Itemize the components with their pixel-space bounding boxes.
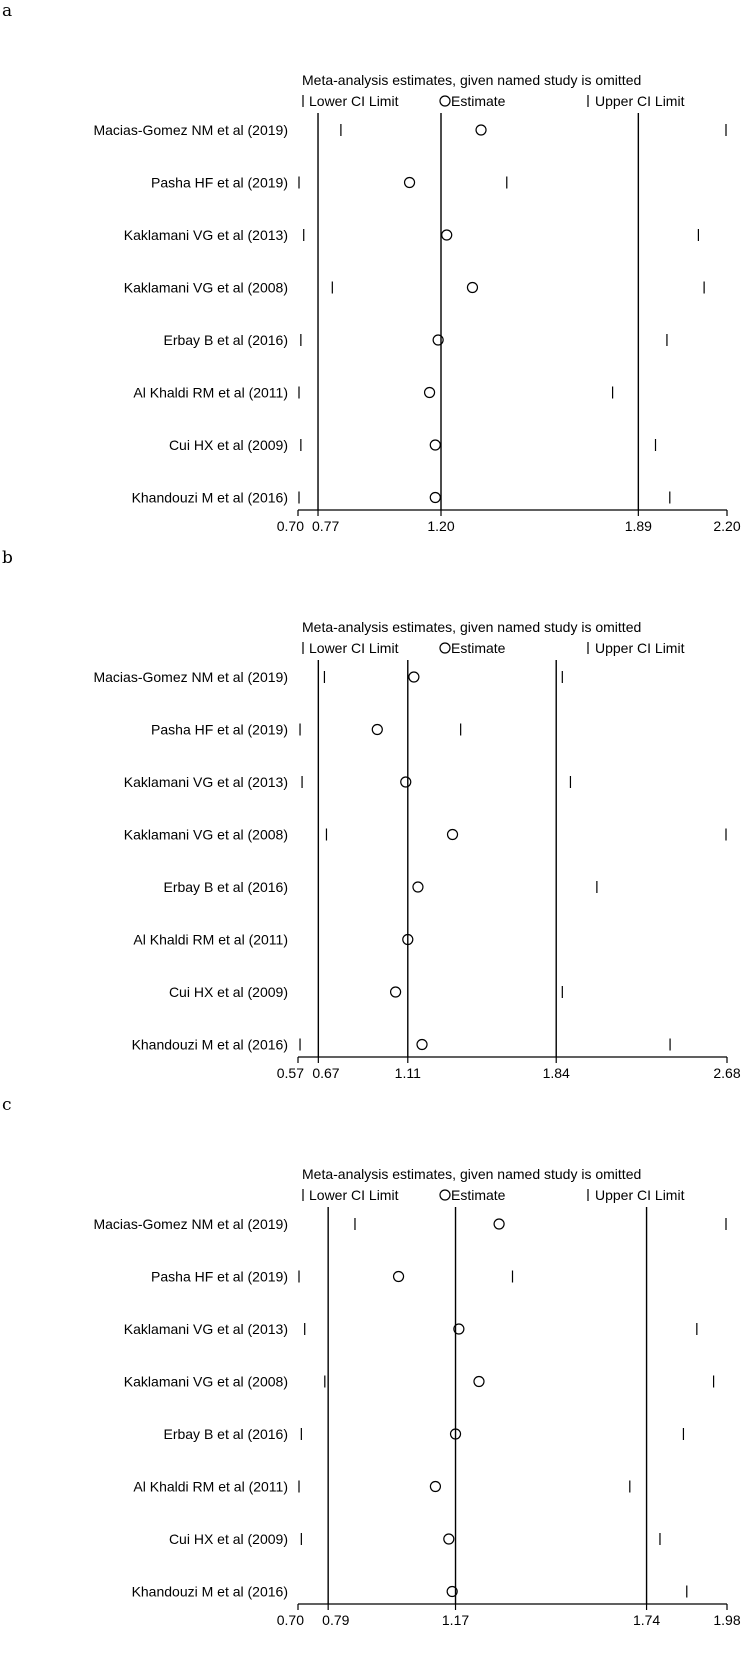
- chart-title: Meta-analysis estimates, given named study is omitted: [302, 619, 642, 635]
- legend-lower-label: Lower CI Limit: [309, 640, 399, 656]
- legend-lower-label: Lower CI Limit: [309, 93, 399, 109]
- x-tick-label-2: 1.20: [427, 518, 455, 534]
- legend-estimate-marker: [440, 1190, 450, 1200]
- estimate-point-6: [391, 987, 401, 997]
- x-tick-label-1: 0.67: [312, 1065, 340, 1081]
- study-label-1: Pasha HF et al (2019): [151, 174, 288, 191]
- study-label-1: Pasha HF et al (2019): [151, 721, 288, 738]
- x-tick-label-4: 2.68: [713, 1065, 741, 1081]
- x-tick-label-1: 0.79: [322, 1612, 350, 1628]
- legend-lower-label: Lower CI Limit: [309, 1187, 399, 1203]
- study-label-2: Kaklamani VG et al (2013): [123, 1321, 288, 1337]
- study-label-0: Macias-Gomez NM et al (2019): [93, 669, 288, 685]
- study-label-6: Cui HX et al (2009): [168, 1531, 288, 1547]
- estimate-point-1: [372, 725, 382, 735]
- study-label-7: Khandouzi M et al (2016): [131, 489, 288, 506]
- estimate-point-6: [430, 440, 440, 450]
- legend-estimate-marker: [440, 643, 450, 653]
- x-tick-label-4: 1.98: [713, 1612, 741, 1628]
- study-label-5: Al Khaldi RM et al (2011): [133, 1478, 288, 1495]
- study-label-7: Khandouzi M et al (2016): [131, 1036, 288, 1053]
- estimate-point-6: [444, 1534, 454, 1544]
- study-label-2: Kaklamani VG et al (2013): [123, 227, 288, 243]
- panel-letter: b: [2, 548, 13, 568]
- study-label-6: Cui HX et al (2009): [168, 437, 288, 453]
- estimate-point-3: [448, 830, 458, 840]
- study-label-6: Cui HX et al (2009): [168, 984, 288, 1000]
- estimate-point-4: [413, 882, 423, 892]
- x-tick-label-3: 1.89: [624, 518, 652, 534]
- study-label-4: Erbay B et al (2016): [163, 332, 288, 348]
- estimate-point-2: [401, 777, 411, 787]
- x-tick-label-0: 0.57: [276, 1065, 304, 1081]
- chart-title: Meta-analysis estimates, given named study is omitted: [302, 72, 642, 88]
- study-label-1: Pasha HF et al (2019): [151, 1268, 288, 1285]
- estimate-point-2: [442, 230, 452, 240]
- legend-upper-label: Upper CI Limit: [595, 93, 685, 109]
- panel-letter: a: [2, 1, 13, 21]
- x-tick-label-4: 2.20: [713, 518, 741, 534]
- study-label-5: Al Khaldi RM et al (2011): [133, 931, 288, 948]
- estimate-point-1: [394, 1272, 404, 1282]
- estimate-point-7: [417, 1040, 427, 1050]
- study-label-3: Kaklamani VG et al (2008): [123, 826, 288, 843]
- panel-c: [2, 1095, 741, 1628]
- study-label-0: Macias-Gomez NM et al (2019): [93, 122, 288, 138]
- chart-title: Meta-analysis estimates, given named study is omitted: [302, 1166, 642, 1182]
- estimate-point-5: [430, 1482, 440, 1492]
- x-tick-label-0: 0.70: [276, 518, 304, 534]
- x-tick-label-3: 1.84: [542, 1065, 570, 1081]
- legend-upper-label: Upper CI Limit: [595, 1187, 685, 1203]
- x-tick-label-2: 1.17: [441, 1612, 470, 1628]
- x-tick-label-3: 1.74: [632, 1612, 661, 1628]
- study-label-5: Al Khaldi RM et al (2011): [133, 384, 288, 401]
- x-tick-label-0: 0.70: [276, 1612, 304, 1628]
- study-label-7: Khandouzi M et al (2016): [131, 1583, 288, 1600]
- legend-estimate-label: Estimate: [451, 640, 506, 656]
- study-label-0: Macias-Gomez NM et al (2019): [93, 1216, 288, 1232]
- study-label-3: Kaklamani VG et al (2008): [123, 279, 288, 296]
- estimate-point-5: [425, 388, 435, 398]
- estimate-point-3: [467, 283, 477, 293]
- panel-b: [2, 548, 741, 1081]
- study-label-4: Erbay B et al (2016): [163, 879, 288, 895]
- estimate-point-0: [476, 125, 486, 135]
- estimate-point-7: [430, 493, 440, 503]
- estimate-point-1: [405, 178, 415, 188]
- x-tick-label-2: 1.11: [394, 1065, 421, 1081]
- study-label-2: Kaklamani VG et al (2013): [123, 774, 288, 790]
- study-label-3: Kaklamani VG et al (2008): [123, 1373, 288, 1390]
- estimate-point-0: [409, 672, 419, 682]
- panel-a: [2, 1, 741, 534]
- legend-upper-label: Upper CI Limit: [595, 640, 685, 656]
- study-label-4: Erbay B et al (2016): [163, 1426, 288, 1442]
- legend-estimate-label: Estimate: [451, 93, 506, 109]
- panel-letter: c: [2, 1095, 12, 1115]
- estimate-point-0: [494, 1219, 504, 1229]
- legend-estimate-marker: [440, 96, 450, 106]
- x-tick-label-1: 0.77: [312, 518, 340, 534]
- estimate-point-3: [474, 1377, 484, 1387]
- legend-estimate-label: Estimate: [451, 1187, 506, 1203]
